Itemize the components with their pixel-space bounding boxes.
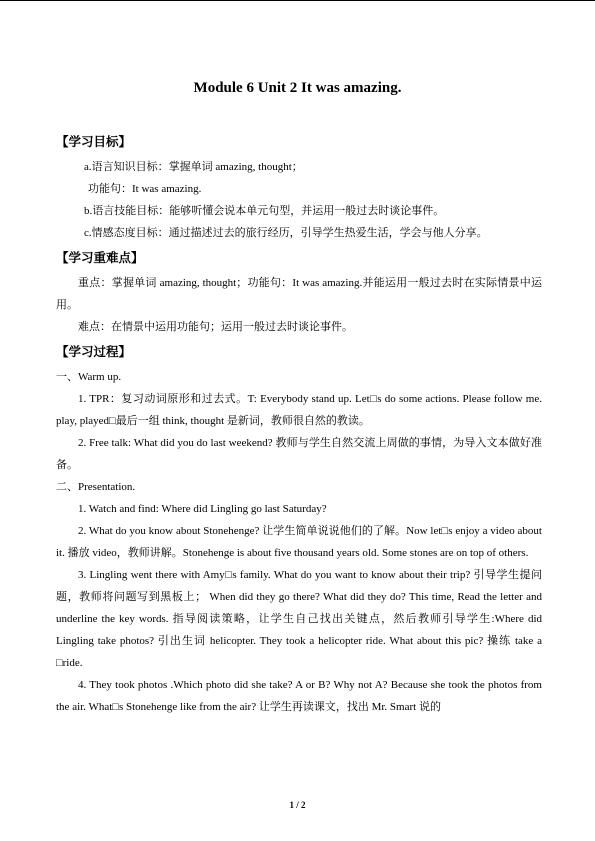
goal-line: a.语言知识目标：掌握单词 amazing, thought； — [84, 161, 303, 173]
key-focus: 重点：掌握单词 amazing, thought；功能句：It was amazing.并能运用一般过去时在实际情景中运用。 — [56, 277, 542, 311]
step-item: 2. Free talk: What did you do last weekend? 教师与学生自然交流上周做的事情，为导入文本做好准备。 — [56, 437, 542, 471]
step-item: 1. TPR：复习动词原形和过去式。T: Everybody stand up. Let□s do some actions. Please follow me. play, played□最后一组 think, thought 是新词，教师很自然的教读。 — [56, 393, 542, 427]
step-item: 3. Lingling went there with Amy□s family. What do you want to know about their trip? 引导学生提问题，教师将问题写到黑板上； When did they go there? What did they do? This time, Read the letter and underline the key words. 指导阅读策略，让学生自己找出关键点，然后教师引导学生:Where did Lingling take photos? 引出生词 helicopter. They took a helicopter ride. What about this pic? 操练 take a □ride. — [56, 569, 542, 669]
goal-line: b.语言技能目标：能够听懂会说本单元句型，并运用一般过去时谈论事件。 — [84, 205, 445, 217]
step-item: 2. What do you know about Stonehenge? 让学生简单说说他们的了解。Now let□s enjoy a video about it. 播放 video，教师讲解。Stonehenge is about five thousand years old. Some stones are on top of others. — [56, 525, 542, 559]
goal-line: 功能句：It was amazing. — [88, 183, 202, 195]
top-rule — [0, 0, 595, 1]
document-body — [56, 128, 542, 718]
step-item: 1. Watch and find: Where did Lingling go last Saturday? — [78, 503, 327, 515]
section-heading-goals: 【学习目标】 — [56, 134, 132, 149]
section-heading-process: 【学习过程】 — [56, 344, 132, 359]
section-heading-key-points: 【学习重难点】 — [56, 250, 144, 265]
page-title: Module 6 Unit 2 It was amazing. — [193, 80, 402, 96]
step-presentation: 二、Presentation. — [56, 481, 136, 493]
step-item: 4. They took photos .Which photo did she take? A or B? Why not A? Because she took the photos from the air. What□s Stonehenge like from the air? 让学生再读课文，找出 Mr. Smart 说的 — [56, 679, 542, 713]
goal-line: c.情感态度目标：通过描述过去的旅行经历，引导学生热爱生活，学会与他人分享。 — [84, 227, 488, 239]
key-difficulty: 难点：在情景中运用功能句；运用一般过去时谈论事件。 — [78, 321, 353, 333]
page-number: 1 / 2 — [289, 800, 306, 810]
step-warmup: 一、Warm up. — [56, 371, 122, 383]
